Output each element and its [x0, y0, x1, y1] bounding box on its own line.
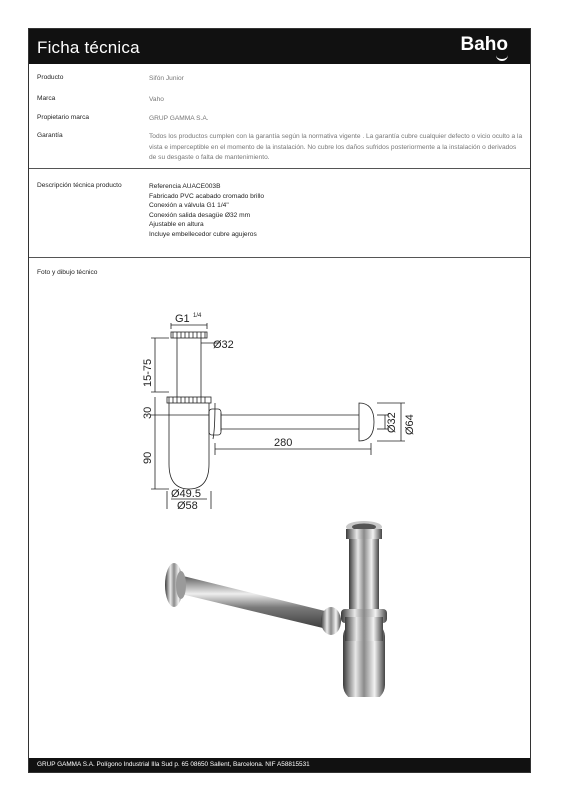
dim-15-75: 15-75: [142, 358, 154, 387]
row-key: Garantía: [37, 132, 63, 139]
spec-line: Incluye embellecedor cubre agujeros: [149, 230, 257, 238]
dim-g-fraction: 1/4: [193, 313, 202, 319]
footer-text: GRUP GAMMA S.A. Polígono Industrial Illa Sud p. 65 08650 Sallent, Barcelona. NIF A58815531: [37, 761, 310, 768]
spec-line: Conexión salida desagüe Ø32 mm: [149, 211, 251, 219]
row-key: Descripción técnica producto: [37, 182, 122, 189]
dim-d49-5: Ø49.5: [171, 488, 201, 500]
row-key: Propietario marca: [37, 114, 90, 121]
spec-line: Referencia AUACE003B: [149, 183, 221, 190]
row-value: Vaho: [149, 96, 164, 103]
spec-line: Fabricado PVC acabado cromado brillo: [149, 192, 265, 200]
divider: [29, 168, 530, 169]
spec-sheet: [28, 28, 531, 773]
spec-line: Conexión a válvula G1 1/4": [149, 202, 229, 210]
dim-30: 30: [142, 406, 154, 419]
logo-smile-icon: [496, 53, 508, 61]
spec-lines: [149, 182, 524, 240]
divider: [29, 257, 530, 258]
dim-d32-right: Ø32: [386, 412, 398, 433]
technical-drawing: [29, 309, 532, 509]
row-key: Producto: [37, 74, 64, 81]
sheet-header: [29, 29, 530, 64]
sheet-footer: [29, 758, 530, 772]
sheet-title: Ficha técnica: [37, 38, 140, 57]
dim-280: 280: [274, 437, 293, 449]
dim-90: 90: [142, 451, 154, 464]
row-key: Marca: [37, 95, 56, 102]
dim-d58: Ø58: [177, 500, 198, 509]
dim-g-label: G1: [175, 313, 190, 325]
dim-d32-top: Ø32: [213, 339, 234, 351]
row-value: Todos los productos cumplen con la garantía según la normativa vigente . La garantía cubre cualquier defecto o vicio oculto a la vista e imperceptible en el momento de la instalación. No cubre los daños sufridos posteriormente a la instalación o derivados de su desgaste o falta de mantenimiento.: [149, 133, 523, 161]
dim-d64-right: Ø64: [404, 414, 416, 435]
row-value: Sifón Junior: [149, 75, 184, 82]
photo-label: Foto y dibujo técnico: [37, 269, 98, 276]
brand-logo: Baho: [460, 34, 508, 55]
product-photo: [29, 517, 532, 697]
spec-line: Ajustable en altura: [149, 221, 204, 229]
row-value: GRUP GAMMA S.A.: [149, 115, 209, 122]
